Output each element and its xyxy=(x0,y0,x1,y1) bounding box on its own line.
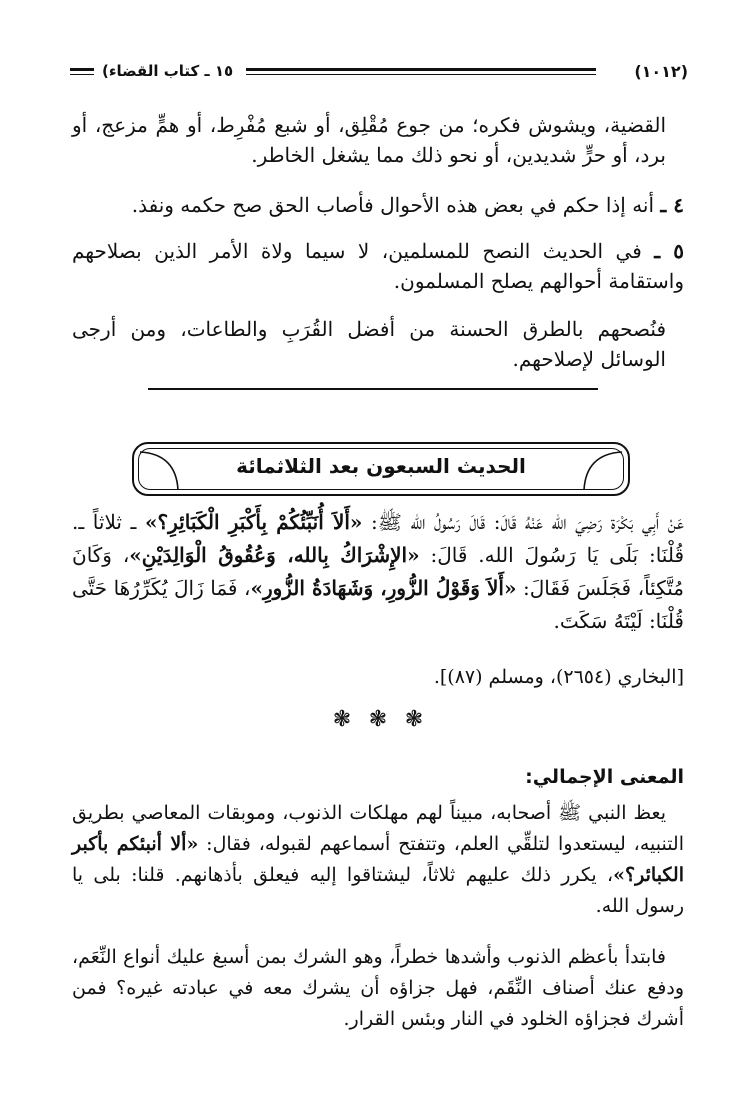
list-item-number: ٥ ـ xyxy=(654,239,685,263)
list-item xyxy=(72,190,684,220)
hadith-narration: ، فَمَا زَالَ يُكَرِّرُهَا حَتَّى قُلْنَا: لَيْتَهُ سَكَتَ. xyxy=(72,576,684,633)
chapter-title: ١٥ ـ كتاب القضاء) xyxy=(102,62,234,80)
hadith-prophet-quote: «الإِشْرَاكُ بِالله، وَعُقُوقُ الْوَالِدَيْنِ» xyxy=(129,543,420,567)
hadith-narration: ، وَكَانَ مُتَّكِئاً، فَجَلَسَ فَقَالَ: xyxy=(72,543,684,600)
section-divider xyxy=(148,388,598,390)
hadith-title: الحديث السبعون بعد الثلاثمائة xyxy=(236,454,526,478)
list-continuation xyxy=(72,110,684,170)
hadith-narration: ـ ثلاثاً ـ. قُلْنَا: بَلَى يَا رَسُولَ الله. قَالَ: xyxy=(72,510,684,567)
list-item-3-continued: القضية، ويشوش فكره؛ من جوع مُقْلِق، أو شبع مُفْرِط، أو همٍّ مزعج، أو برد، أو حرٍّ شديدين، أو نحو ذلك مما يشغل الخاطر. xyxy=(72,113,666,167)
meaning-paragraph-1 xyxy=(72,798,684,922)
list-item xyxy=(72,236,684,296)
ornament-separator xyxy=(330,708,426,734)
list-item-number: ٤ ـ xyxy=(660,193,684,217)
header-rule xyxy=(246,68,596,71)
header-rule-short xyxy=(70,68,94,71)
paragraph-text: فابتدأ بأعظم الذنوب وأشدها خطراً، وهو الشرك بمن أسبغ عليك أنواع النِّعَم، ودفع عنك أصناف النِّقَم، فهل جزاؤه أن يشرك معه في عبادته غيره؟ فمن أشرك فجزاؤه الخلود في النار وبئس القرار. xyxy=(72,946,684,1030)
hadith-narration: عَنْ أَبِي بَكْرَة رَضِيَ الله عَنْهُ قَالَ: قَالَ رَسُولُ الله ﷺ: xyxy=(362,510,685,534)
hadith-prophet-quote: «أَلاَ أُنَبِّئُكُمْ بِأَكْبَرِ الْكَبَائِرِ؟» xyxy=(145,510,363,534)
flower-ornament-icon: ❃ xyxy=(404,707,424,732)
quoted-phrase: «ألا أنبئكم بأكبر الكبائر؟» xyxy=(72,833,684,886)
flower-ornament-icon: ❃ xyxy=(368,707,388,732)
closing-text: فنُصحهم بالطرق الحسنة من أفضل القُرَبِ والطاعات، ومن أرجى الوسائل لإصلاحهم. xyxy=(72,317,666,371)
hadith-reference: [البخاري (٢٦٥٤)، ومسلم (٨٧)]. xyxy=(433,666,684,688)
hadith-title-box xyxy=(132,442,630,496)
page-number: (١٠١٢) xyxy=(634,62,688,81)
hadith-text xyxy=(72,506,684,638)
list-item-text: في الحديث النصح للمسلمين، لا سيما ولاة الأمر الذين بصلاحهم واستقامة أحوالهم يصلح المسلمون. xyxy=(72,239,684,293)
paragraph-text: يعظ النبي ﷺ أصحابه، مبيناً لهم مهلكات الذنوب، وموبقات المعاصي بطريق التنبيه، ليستعدوا لتلقِّي العلم، وتتفتح أسماعهم لقبوله، فقال: xyxy=(72,802,685,855)
closing-paragraph xyxy=(72,314,666,374)
page-header xyxy=(70,62,688,88)
list-item-text: أنه إذا حكم في بعض هذه الأحوال فأصاب الحق صح حكمه ونفذ. xyxy=(131,193,655,217)
paragraph-text: ، يكرر ذلك عليهم ثلاثاً، ليشتاقوا إليه فيعلق بأذهانهم. قلنا: بلى يا رسول الله. xyxy=(72,864,684,917)
hadith-prophet-quote: «أَلاَ وَقَوْلُ الزُّورِ، وَشَهَادَةُ الزُّورِ» xyxy=(250,576,517,600)
meaning-paragraph-2 xyxy=(72,942,684,1035)
section-heading: المعنى الإجمالي: xyxy=(525,766,684,788)
flower-ornament-icon: ❃ xyxy=(332,707,352,732)
